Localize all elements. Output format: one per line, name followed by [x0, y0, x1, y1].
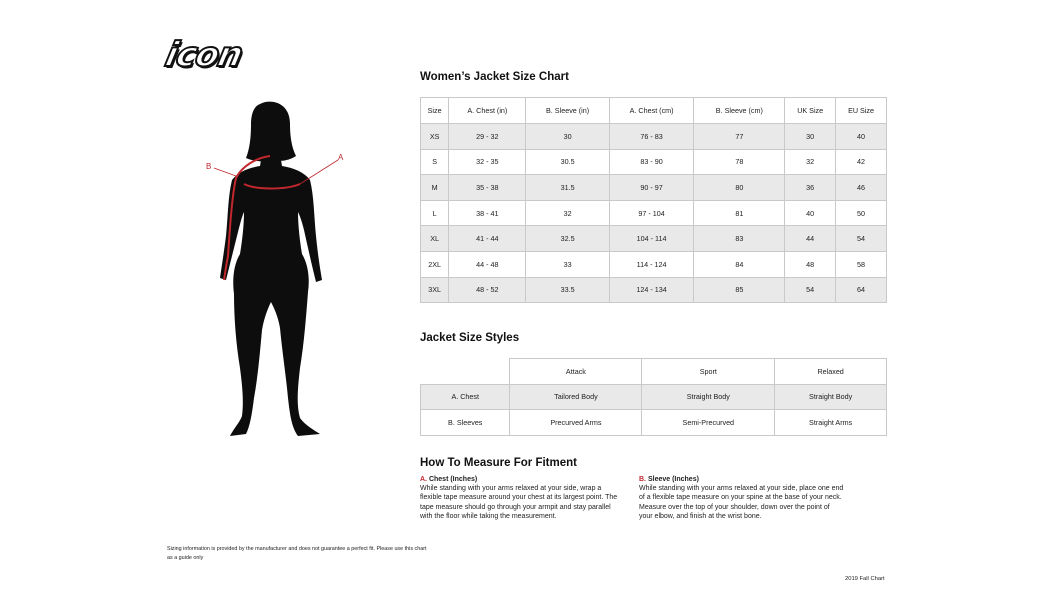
table-cell: S: [421, 149, 449, 175]
table-cell: 48 - 52: [449, 277, 526, 303]
table-cell: 124 - 134: [609, 277, 694, 303]
table-cell: 76 - 83: [609, 124, 694, 150]
table-cell: A. Chest: [421, 384, 510, 410]
header-cell: EU Size: [836, 98, 887, 124]
label-a: A: [338, 153, 344, 162]
table-cell: 84: [694, 251, 785, 277]
header-cell: Attack: [510, 359, 642, 385]
table-cell: XL: [421, 226, 449, 252]
table-cell: 77: [694, 124, 785, 150]
table-cell: B. Sleeves: [421, 410, 510, 436]
table-cell: M: [421, 175, 449, 201]
table-cell: 29 - 32: [449, 124, 526, 150]
chest-text: While standing with your arms relaxed at your side, wrap a flexible tape measure around your chest at its largest point. The tape measure should go through your armpit and stay parallel with the floor while taking the measurement.: [420, 485, 618, 520]
sleeve-label: B. Sleeve (Inches): [639, 476, 699, 483]
table-cell: 44: [785, 226, 836, 252]
header-cell: Size: [421, 98, 449, 124]
table-cell: Semi-Precurved: [642, 410, 775, 436]
table-cell: 85: [694, 277, 785, 303]
table-cell: 54: [836, 226, 887, 252]
size-chart-title: Women’s Jacket Size Chart: [420, 71, 569, 83]
styles-title: Jacket Size Styles: [420, 332, 520, 344]
table-cell: 32: [526, 200, 609, 226]
header-cell: A. Chest (in): [449, 98, 526, 124]
header-cell: B. Sleeve (in): [526, 98, 609, 124]
table-cell: Straight Body: [642, 384, 775, 410]
table-cell: 54: [785, 277, 836, 303]
chest-instructions: [420, 475, 625, 521]
table-row: [421, 384, 887, 410]
sleeve-instructions: [639, 475, 844, 521]
table-cell: Precurved Arms: [510, 410, 642, 436]
table-cell: 32: [785, 149, 836, 175]
table-cell: 38 - 41: [449, 200, 526, 226]
table-cell: 36: [785, 175, 836, 201]
table-cell: 104 - 114: [609, 226, 694, 252]
chest-label: A. Chest (Inches): [420, 476, 478, 483]
table-cell: Tailored Body: [510, 384, 642, 410]
table-cell: 30: [785, 124, 836, 150]
table-cell: 48: [785, 251, 836, 277]
table-cell: 78: [694, 149, 785, 175]
table-cell: 114 - 124: [609, 251, 694, 277]
table-cell: 81: [694, 200, 785, 226]
label-a-leader: [300, 160, 338, 184]
label-b-leader: [214, 168, 236, 176]
table-header-row: [421, 359, 887, 385]
header-cell: UK Size: [785, 98, 836, 124]
size-chart-table: [420, 97, 887, 303]
table-cell: 64: [836, 277, 887, 303]
measure-title: How To Measure For Fitment: [420, 457, 577, 469]
table-cell: 40: [785, 200, 836, 226]
table-cell: 58: [836, 251, 887, 277]
sleeve-text: While standing with your arms relaxed at your side, place one end of a flexible tape measure on your spine at the base of your neck. Measure over the top of your shoulder, down over the point of your elbow, and finish at the wrist bone.: [639, 485, 844, 520]
table-cell: 83 - 90: [609, 149, 694, 175]
header-cell: Relaxed: [775, 359, 887, 385]
table-row: [421, 410, 887, 436]
table-cell: 2XL: [421, 251, 449, 277]
silhouette-head: [246, 102, 296, 162]
table-cell: 32 - 35: [449, 149, 526, 175]
table-row: [421, 149, 887, 175]
table-cell: 83: [694, 226, 785, 252]
table-cell: 40: [836, 124, 887, 150]
table-row: [421, 175, 887, 201]
table-row: [421, 226, 887, 252]
table-cell: 42: [836, 149, 887, 175]
table-row: [421, 277, 887, 303]
header-cell: A. Chest (cm): [609, 98, 694, 124]
blank-cell: [421, 359, 510, 385]
table-cell: 33.5: [526, 277, 609, 303]
table-cell: 90 - 97: [609, 175, 694, 201]
table-row: [421, 124, 887, 150]
table-cell: Straight Body: [775, 384, 887, 410]
table-header-row: [421, 98, 887, 124]
table-cell: 30.5: [526, 149, 609, 175]
body-silhouette-figure: [196, 96, 346, 441]
table-cell: 41 - 44: [449, 226, 526, 252]
table-cell: 44 - 48: [449, 251, 526, 277]
table-cell: Straight Arms: [775, 410, 887, 436]
table-row: [421, 200, 887, 226]
table-row: [421, 251, 887, 277]
table-cell: 33: [526, 251, 609, 277]
table-cell: 30: [526, 124, 609, 150]
table-cell: 31.5: [526, 175, 609, 201]
table-cell: 46: [836, 175, 887, 201]
edition-label: 2019 Fall Chart: [845, 576, 885, 582]
table-cell: XS: [421, 124, 449, 150]
table-cell: 3XL: [421, 277, 449, 303]
disclaimer-text: Sizing information is provided by the manufacturer and does not guarantee a perfect fit. Please use this chart as a guide only: [167, 546, 427, 561]
header-cell: Sport: [642, 359, 775, 385]
table-cell: 50: [836, 200, 887, 226]
header-cell: B. Sleeve (cm): [694, 98, 785, 124]
label-b: B: [206, 162, 212, 171]
table-cell: 80: [694, 175, 785, 201]
silhouette-body: [220, 154, 322, 436]
styles-table: [420, 358, 887, 436]
table-cell: 32.5: [526, 226, 609, 252]
brand-logo: icon: [161, 35, 246, 75]
table-cell: 97 - 104: [609, 200, 694, 226]
table-cell: L: [421, 200, 449, 226]
table-cell: 35 - 38: [449, 175, 526, 201]
